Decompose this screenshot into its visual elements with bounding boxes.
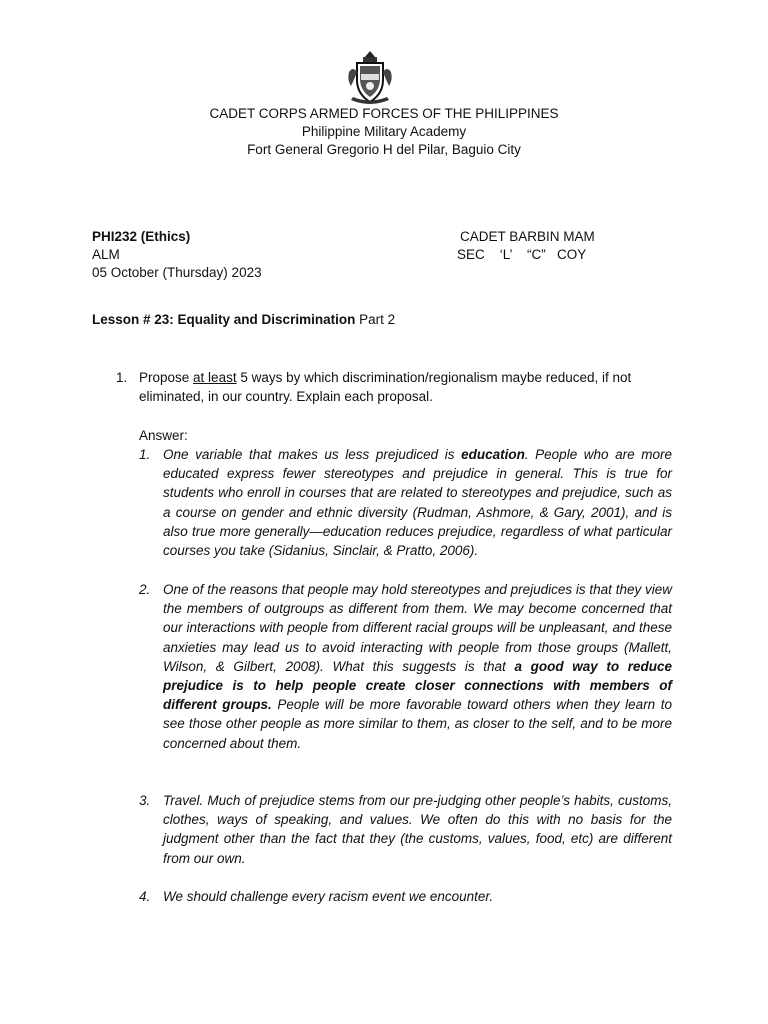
subject-code: ALM bbox=[92, 247, 120, 262]
answer-number: 1. bbox=[139, 447, 151, 462]
answer-text: People will be more favorable toward others when they learn to see those other people as more similar to them, as closer to the self, and to be more concerned about them. bbox=[163, 697, 672, 751]
answer-text: . People who are more educated express fewer stereotypes and prejudice in general. This is true for students who enroll in courses that are related to stereotypes and prejudice, such as a course on gender and ethnic diversity (Rudman, Ashmore, & Gary, 2001), and is also true more generally—education reduces prejudice, regardless of what particular courses you take (Sidanius, Sinclair, & Pratto, 2006). bbox=[163, 447, 672, 559]
answer-number: 2. bbox=[139, 582, 151, 597]
answer-item bbox=[163, 887, 672, 906]
course-code: PHI232 (Ethics) bbox=[92, 229, 191, 244]
question-text-before: Propose bbox=[139, 370, 194, 385]
header-line-3: Fort General Gregorio H del Pilar, Baguio City bbox=[247, 142, 521, 157]
answer-label: Answer: bbox=[139, 428, 188, 443]
lesson-title-part: Part 2 bbox=[355, 312, 396, 327]
answer-text-bold: a good way to reduce prejudice is to help people create closer connections with members of different groups. bbox=[163, 658, 672, 713]
cadet-name: CADET BARBIN MAM bbox=[460, 229, 595, 244]
answer-item bbox=[163, 445, 672, 560]
header-line-2: Philippine Military Academy bbox=[301, 124, 467, 139]
answer-text: One variable that makes us less prejudiced is bbox=[163, 447, 462, 462]
answer-text: We should challenge every racism event we encounter. bbox=[163, 889, 494, 904]
header-line-1: CADET CORPS ARMED FORCES OF THE PHILIPPINES bbox=[209, 106, 559, 121]
answer-number: 3. bbox=[139, 793, 151, 808]
question-text bbox=[139, 368, 679, 406]
answer-item bbox=[163, 580, 672, 753]
academy-seal-icon bbox=[345, 50, 395, 106]
question-text-after: 5 ways by which discrimination/regionalism maybe reduced, if not eliminated, in our country. Explain each proposal. bbox=[139, 370, 632, 404]
document-date: 05 October (Thursday) 2023 bbox=[92, 265, 262, 280]
answer-text-bold: education bbox=[461, 447, 525, 462]
answer-text: One of the reasons that people may hold stereotypes and prejudices is that they view the members of outgroups as different from them. We may become concerned that our interactions with people from different racial groups will be unpleasant, and these anxieties may lead us to avoid interacting with people from those groups (Mallett, Wilson, & Gilbert, 2008). What this suggests is that bbox=[163, 582, 672, 674]
lesson-title-bold: Lesson # 23: Equality and Discrimination bbox=[92, 312, 356, 327]
answer-number: 4. bbox=[139, 889, 151, 904]
question-number: 1. bbox=[116, 370, 128, 385]
lesson-title bbox=[92, 311, 395, 329]
question-text-underlined: at least bbox=[193, 370, 237, 385]
answer-item bbox=[163, 791, 672, 868]
answer-text: Travel. Much of prejudice stems from our pre-judging other people’s habits, customs, clothes, ways of speaking, and values. We often do this with no basis for the judgment other than the fact that they (the customs, values, food, etc) are different from our own. bbox=[163, 793, 672, 866]
cadet-section: SEC ‘L’ “C” COY bbox=[457, 247, 587, 262]
